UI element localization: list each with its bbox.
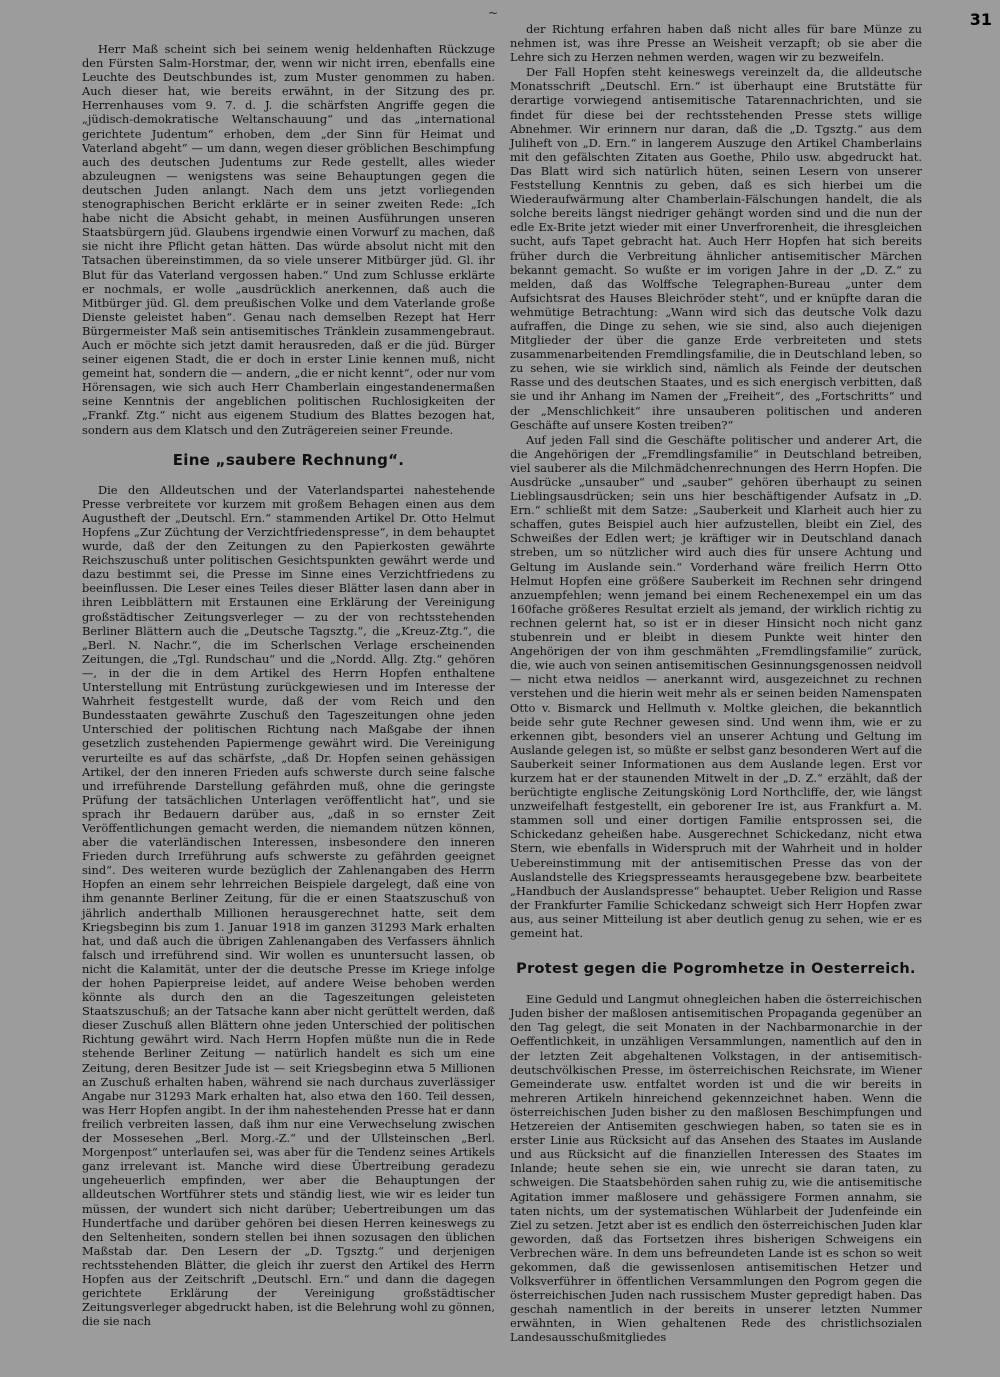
intro-paragraph: Herr Maß scheint sich bei seinem wenig heldenhaften Rückzuge den Fürsten Salm-Horstmar, der, wenn wir nicht irren, ebenfalls eine Leuchte des Deutschbundes ist, zum Muster genommen zu haben. Auch dieser hat, wie bereits erwähnt, in der Sitzung des pr. Herrenhauses vom 9. 7. d. J. die schärfsten Angriffe gegen die „jüdisch-demokratische Weltanschauung“ und das „international gerichtete Judentum“ erhoben, dem „der Sinn für Heimat und Vaterland abgeht“ — um dann, wegen dieser gröblichen Beschimpfung auch des deutschen Judentums zur Rede gestellt, alles wieder abzuleugnen — wenigstens was seine Behauptungen gegen die deutschen Juden anlangt. Nach dem uns jetzt vorliegenden stenographischen Bericht erklärte er in seiner zweiten Rede: „Ich habe nicht die Absicht gehabt, in meinen Ausführungen unseren Staatsbürgern jüd. Glaubens irgendwie einen Vorwurf zu machen, daß sie nicht ihre Pflicht getan hätten. Das würde absolut nicht mit den Tatsachen übereinstimmen, da so viele unserer Mitbürger jüd. Gl. ihr Blut für das Vaterland vergossen haben.“ Und zum Schlusse erklärte er nochmals, er wolle „ausdrücklich anerkennen, daß auch die Mitbürger jüd. Gl. dem preußischen Volke und dem Vaterlande große Dienste geleistet haben“. Genau nach demselben Rezept hat Herr Bürgermeister Maß sein antisemitisches Tränklein zusammengebraut. Auch er möchte sich jetzt damit herausreden, daß er die jüd. Bürger seiner eigenen Stadt, die er doch in erster Linie kennen muß, nicht gemeint hat, sondern die — andern, „die er nicht kennt“, oder nur vom Hörensagen, wie sich auch Herr Chamberlain eingestandenermaßen seine Kenntnis der angeblichen politischen Ruchlosigkeiten der „Frankf. Ztg.“ nicht aus eigenem Studium des Blattes bezogen hat, sondern aus dem Klatsch und den Zuträgereien seiner Freunde. <box>82 42 495 437</box>
article-paragraph: Der Fall Hopfen steht keineswegs vereinzelt da, die alldeutsche Monatsschrift „Deutschl. Ern.“ ist überhaupt eine Brutstätte für derartige vorwiegend antisemitische Tatarennachrichten, und sie findet für diese bei der rechtsstehenden Presse stets willige Abnehmer. Wir erinnern nur daran, daß die „D. Tgsztg.“ aus dem Juliheft von „D. Ern.“ in langerem Auszuge den Artikel Chamberlains mit den gefälschten Zitaten aus Goethe, Philo usw. abgedruckt hat. Das Blatt wird sich natürlich hüten, seinen Lesern von unserer Feststellung Kenntnis zu geben, daß es sich hierbei um die Wiederaufwärmung alter Chamberlain-Fälschungen handelt, die als solche bereits längst niedriger gehängt worden sind und die nun der edle Ex-Brite jetzt wieder mit einer Unverfrorenheit, die ihresgleichen sucht, aufs Tapet gebracht hat. Auch Herr Hopfen hat sich bereits früher durch die Verbreitung ähnlicher antisemitischer Märchen bekannt gemacht. So wußte er im vorigen Jahre in der „D. Z.“ zu melden, daß das Wolffsche Telegraphen-Bureau „unter dem Aufsichtsrat des Hauses Bleichröder steht“, und er knüpfte daran die wehmütige Betrachtung: „Wann wird sich das deutsche Volk dazu aufraffen, die Dinge zu sehen, wie sie sind, also auch diejenigen Mitglieder der über die ganze Erde verbreiteten und stets zusammenarbeitenden Fremdlingsfamilie, die in Deutschland leben, so zu sehen, wie sie wirklich sind, nämlich als Feinde der deutschen Rasse und des deutschen Staates, und es sich energisch verbitten, daß sie und ihr Anhang im Namen der „Freiheit“, des „Fortschritts“ und der „Menschlichkeit“ ihre unsauberen politischen und anderen Geschäfte auf unsere Kosten treiben?“ <box>510 65 922 432</box>
article-paragraph: Auf jeden Fall sind die Geschäfte politischer und anderer Art, die die Angehörigen der „Fremdlingsfamilie“ in Deutschland betreiben, viel sauberer als die Milchmädchenrechnungen des Herrn Hopfen. Die Ausdrücke „unsauber“ und „sauber“ gehören überhaupt zu seinen Lieblingsausdrücken; sein uns hier beschäftigender Aufsatz in „D. Ern.“ schließt mit dem Satze: „Sauberkeit und Klarheit auch hier zu schaffen, gutes Beispiel auch hier aufzustellen, bleibt ein Ziel, des Schweißes der Edlen wert; je kräftiger wir in Deutschland danach streben, um so nützlicher wird auch dies für unsere Achtung und Geltung im Auslande sein.“ Vorderhand wäre freilich Herrn Otto Helmut Hopfen eine größere Sauberkeit im Rechnen sehr dringend anzuempfehlen; wenn jemand bei einem Rechenexempel ein um das 160fache größeres Resultat erzielt als jemand, der wirklich richtig zu rechnen gelernt hat, so ist er in dieser Hinsicht noch nicht ganz stubenrein und er bleibt in diesem Punkte weit hinter den Angehörigen der von ihm geschmähten „Fremdlingsfamilie“ zurück, die, wie auch von seinen antisemitischen Gesinnungsgenossen neidvoll — nicht etwa neidlos — anerkannt wird, ausgezeichnet zu rechnen verstehen und die hierin weit mehr als er seinen beiden Namenspaten Otto v. Bismarck und Hellmuth v. Moltke gleichen, die bekanntlich beide sehr gute Rechner gewesen sind. Und wenn ihm, wie er zu erkennen gibt, besonders viel an unserer Achtung und Geltung im Auslande gelegen ist, so müßte er selbst ganz besonderen Wert auf die Sauberkeit seiner Informationen aus dem Auslande legen. Erst vor kurzem hat er der staunenden Mitwelt in der „D. Z.“ erzählt, daß der berüchtigte englische Zeitungskönig Lord Northcliffe, der, wie längst unzweifelhaft festgestellt, ein geborener Ire ist, aus Frankfurt a. M. stammen soll und einer dortigen Familie entsprossen sei, die Schickedanz geheißen habe. Ausgerechnet Schickedanz, nicht etwa Stern, wie ebenfalls in Widerspruch mit der Wahrheit und in holder Uebereinstimmung mit der antisemitischen Presse das von der Auslandstelle des Kriegspresseamts herausgegebene bzw. bearbeitete „Handbuch der Auslandspresse“ behauptet. Ueber Religion und Rasse der Frankfurter Familie Schickedanz schweigt sich Herr Hopfen zwar aus, aus seiner Mitteilung ist aber deutlich genug zu sehen, wie er es gemeint hat. <box>510 432 922 940</box>
article-heading-saubere-rechnung: Eine „saubere Rechnung“. <box>172 450 405 469</box>
page-number: 31 <box>969 10 992 29</box>
left-column <box>82 42 495 1328</box>
right-column <box>510 22 922 1345</box>
top-mark: ~ <box>488 6 499 20</box>
article-body-pogromhetze: Eine Geduld und Langmut ohnegleichen haben die österreichischen Juden bisher der maßlosen antisemitischen Propaganda gegenüber an den Tag gelegt, die seit Monaten in der Nachbarmonarchie in der Oeffentlichkeit, in unzähligen Versammlungen, namentlich auf den in der letzten Zeit abgehaltenen Volkstagen, in der antisemitisch-deutschvölkischen Presse, im österreichischen Reichsrate, im Wiener Gemeinderate usw. entfaltet worden ist und die wir bereits in mehreren Artikeln hinreichend gekennzeichnet haben. Wenn die österreichischen Juden bisher zu den maßlosen Beschimpfungen und Hetzereien der Antisemiten geschwiegen haben, so taten sie es in erster Linie aus Rücksicht auf das Ansehen des Staates im Auslande und aus Rücksicht auf die finanziellen Interessen des Staates im Inlande; heute sehen sie ein, wie unrecht sie daran taten, zu schweigen. Die Staatsbehörden sahen ruhig zu, wie die antisemitische Agitation immer maßlosere und gehässigere Formen annahm, sie taten nichts, um der systematischen Wühlarbeit der Judenfeinde ein Ziel zu setzen. Jetzt aber ist es endlich den österreichischen Juden klar geworden, daß das Fortsetzen ihres bisherigen Schweigens ein Verbrechen wäre. In dem uns befreundeten Lande ist es schon so weit gekommen, daß die gewissenlosen antisemitischen Hetzer und Volksverführer in öffentlichen Versammlungen den Pogrom gegen die österreichischen Juden nach russischem Muster gepredigt haben. Das geschah namentlich in der bereits in unserer letzten Nummer erwähnten, in Wien gehaltenen Rede des christlichsozialen Landesausschußmitgliedes <box>510 992 922 1345</box>
article-heading-pogromhetze: Protest gegen die Pogromhetze in Oesterreich. <box>516 961 916 978</box>
article-body: Die den Alldeutschen und der Vaterlandspartei nahestehende Presse verbreitete vor kurzem mit großem Behagen einen aus dem Augustheft der „Deutschl. Ern.“ stammenden Artikel Dr. Otto Helmut Hopfens „Zur Züchtung der Verzichtfriedenspresse“, in dem behauptet wurde, daß der den Zeitungen zu den Papierkosten gewährte Reichszuschuß unter politischen Gesichtspunkten gewährt werde und dazu bestimmt sei, die Presse im Sinne eines Verzichtfriedens zu beeinflussen. Die Leser eines Teiles dieser Blätter lasen dann aber in ihren Leibblättern mit Erstaunen eine Erklärung der Vereinigung großstädtischer Zeitungsverleger — zu der von rechtsstehenden Berliner Blättern auch die „Deutsche Tagsztg.“, die „Kreuz-Ztg.“, die „Berl. N. Nachr.“, die im Scherlschen Verlage erscheinenden Zeitungen, die „Tgl. Rundschau“ und die „Nordd. Allg. Ztg.“ gehören —, in der die in dem Artikel des Herrn Hopfen enthaltene Unterstellung mit Entrüstung zurückgewiesen und im Interesse der Wahrheit festgestellt wurde, daß der vom Reich und den Bundesstaaten gewährte Zuschuß den Tageszeitungen ohne jeden Unterschied der politischen Richtung nach Maßgabe der ihnen gesetzlich zustehenden Papiermenge gewährt wird. Die Vereinigung verurteilte es auf das schärfste, „daß Dr. Hopfen seinen gehässigen Artikel, der den inneren Frieden aufs schwerste durch seine falsche und irreführende Darstellung gefährden muß, ohne die geringste Prüfung der tatsächlichen Unterlagen veröffentlicht hat“, und sie sprach ihr Bedauern darüber aus, „daß in so ernster Zeit Veröffentlichungen gemacht werden, die niemandem nützen können, aber die vaterländischen Interessen, insbesondere den inneren Frieden durch Irreführung aufs schwerste zu gefährden geeignet sind“. Des weiteren wurde bezüglich der Zahlenangaben des Herrn Hopfen an einem sehr lehrreichen Beispiele dargelegt, daß eine von ihm genannte Berliner Zeitung, für die er einen Staatszuschuß von jährlich anderthalb Millionen herausgerechnet hatte, seit dem Kriegsbeginn bis zum 1. Januar 1918 im ganzen 31293 Mark erhalten hat, und daß auch die übrigen Zahlenangaben des Verfassers ähnlich falsch und irreführend sind. Wir wollen es ununtersucht lassen, ob nicht die Kalamität, unter der die deutsche Presse im Kriege infolge der hohen Papierpreise leidet, auf andere Weise behoben werden könnte als durch den an die Tageszeitungen geleisteten Staatszuschuß; an der Tatsache kann aber nicht gerüttelt werden, daß dieser Zuschuß allen Blättern ohne jeden Unterschied der politischen Richtung gewährt wird. Nach Herrn Hopfen müßte nun die in Rede stehende Berliner Zeitung — natürlich handelt es sich um eine Zeitung, deren Besitzer Jude ist — seit Kriegsbeginn etwa 5 Millionen an Zuschuß erhalten haben, während sie nach durchaus zuverlässiger Angabe nur 31293 Mark erhalten hat, also etwa den 160. Teil dessen, was Herr Hopfen angibt. In der ihm nahestehenden Presse hat er dann freilich verbreiten lassen, daß ihm nur eine Verwechselung zwischen der Mossesehen „Berl. Morg.-Z.“ und der Ullsteinschen „Berl. Morgenpost“ unterlaufen sei, was aber für die Tendenz seines Artikels ganz irrelevant ist. Manche wird diese Übertreibung geradezu ungeheuerlich empfinden, wer aber die Behauptungen der alldeutschen Wortführer stets und ständig liest, wie wir es leider tun müssen, der wundert sich nicht darüber; Uebertreibungen um das Hundertfache und darüber gehören bei diesen Herren keineswegs zu den Seltenheiten, sondern stellen bei ihnen sozusagen den üblichen Maßstab dar. Den Lesern der „D. Tgsztg.“ und derjenigen rechtsstehenden Blätter, die gleich ihr zuerst den Artikel des Herrn Hopfen aus der Zeitschrift „Deutschl. Ern.“ und dann die dagegen gerichtete Erklärung der Vereinigung großstädtischer Zeitungsverleger abgedruckt haben, ist die Belehrung wohl zu gönnen, die sie nach <box>82 482 495 1329</box>
continuation-paragraph: der Richtung erfahren haben daß nicht alles für bare Münze zu nehmen ist, was ihre Presse an Weisheit verzapft; ob sie aber die Lehre sich zu Herzen nehmen werden, wagen wir zu bezweifeln. <box>510 22 922 65</box>
